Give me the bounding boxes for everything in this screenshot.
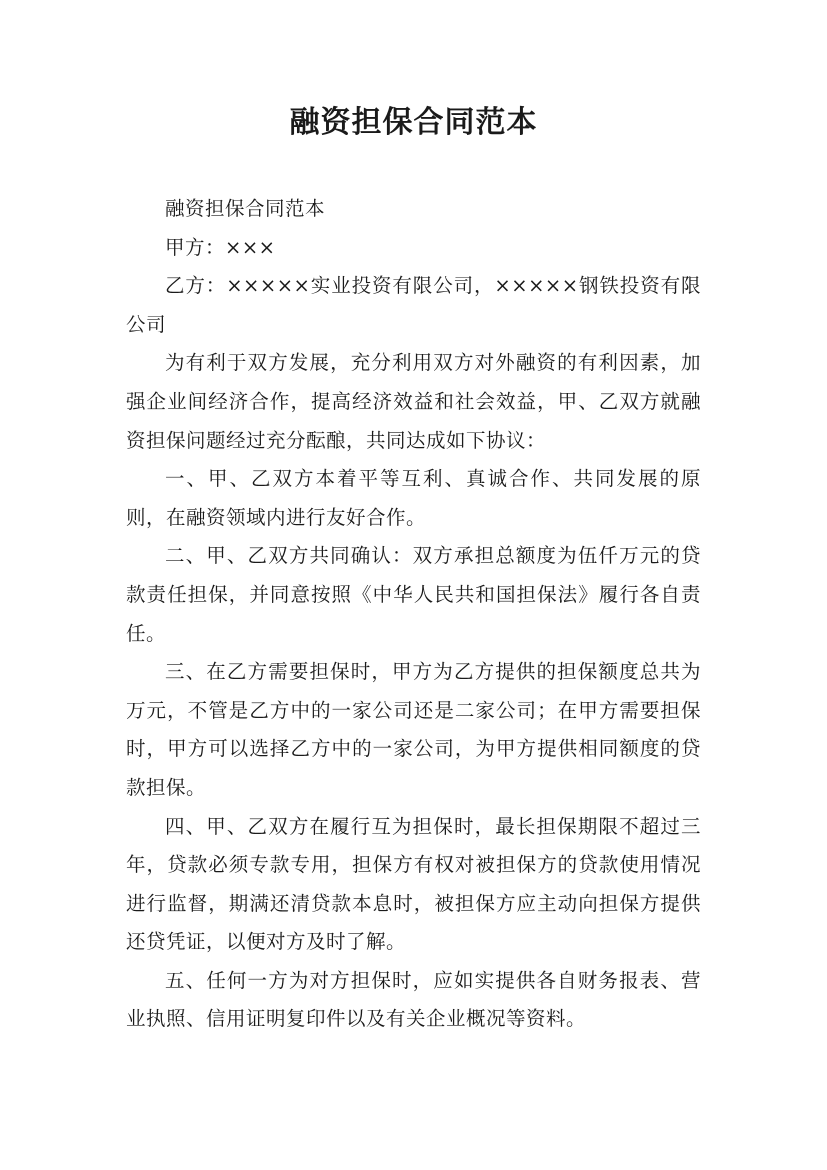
paragraph-subtitle: 融资担保合同范本	[165, 197, 326, 220]
document-title: 融资担保合同范本	[289, 105, 538, 140]
paragraph-clause-3: 三、在乙方需要担保时，甲方为乙方提供的担保额度总共为 万元，不管是乙方中的一家公司还是二家公司；在甲方需要担保时，甲方可以选择乙方中的一家公司，为甲方提供相同额度的贷款担保。	[126, 660, 701, 799]
paragraph-clause-2: 二、甲、乙双方共同确认：双方承担总额度为伍仟万元的贷款责任担保，并同意按照《中华人民共和国担保法》履行各自责任。	[126, 544, 701, 645]
paragraph-preamble: 为有利于双方发展，充分利用双方对外融资的有利因素，加强企业间经济合作，提高经济效益和社会效益，甲、乙双方就融资担保问题经过充分酝酿，共同达成如下协议：	[126, 351, 701, 452]
paragraph-clause-4: 四、甲、乙双方在履行互为担保时，最长担保期限不超过三年，贷款必须专款专用，担保方有权对被担保方的贷款使用情况进行监督，期满还清贷款本息时，被担保方应主动向担保方提供还贷凭证，以便对方及时了解。	[126, 814, 701, 954]
paragraph-clause-5: 五、任何一方为对方担保时，应如实提供各自财务报表、营业执照、信用证明复印件以及有关企业概况等资料。	[126, 968, 701, 1031]
paragraph-party-b: 乙方：×××××实业投资有限公司，×××××钢铁投资有限公司	[126, 274, 701, 336]
paragraph-party-a: 甲方：×××	[165, 235, 276, 259]
paragraph-clause-1: 一、甲、乙双方本着平等互利、真诚合作、共同发展的原则，在融资领域内进行友好合作。	[126, 467, 701, 529]
document-body	[126, 190, 701, 1039]
